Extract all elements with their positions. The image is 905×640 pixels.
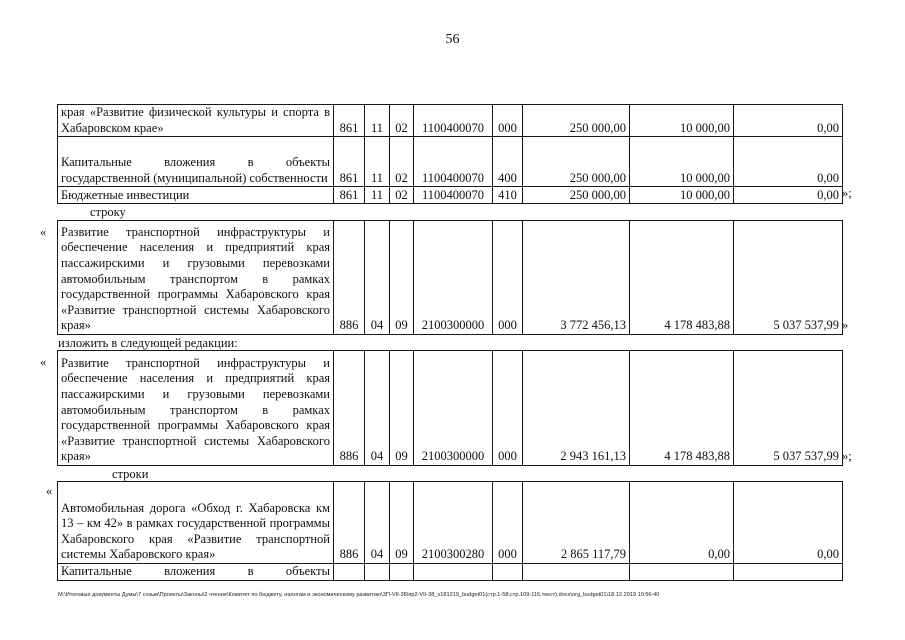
- closing-quote: »;: [842, 449, 852, 463]
- table-row: [58, 105, 843, 137]
- cell-rz: 11: [365, 137, 390, 187]
- table-row: [58, 351, 843, 466]
- cell-year2: 4 178 483,88: [630, 351, 734, 466]
- cell-year2: [630, 564, 734, 581]
- cell-vr: 410: [493, 187, 523, 204]
- cell-year2: 4 178 483,88: [630, 221, 734, 335]
- closing-quote: »: [842, 318, 849, 332]
- cell-vr: 400: [493, 137, 523, 187]
- cell-gr: 886: [334, 221, 365, 335]
- cell-year2: 10 000,00: [630, 137, 734, 187]
- cell-rz: 11: [365, 105, 390, 137]
- cell-csr: 1100400070: [414, 187, 493, 204]
- cell-csr: 1100400070: [414, 137, 493, 187]
- cell-rz: [365, 564, 390, 581]
- cell-year3: 5 037 537,99: [734, 221, 843, 335]
- cell-pr: 09: [390, 482, 414, 564]
- instruction-text: строки: [112, 467, 149, 481]
- cell-year2: 10 000,00: [630, 187, 734, 204]
- cell-year1: 250 000,00: [523, 105, 630, 137]
- cell-gr: 886: [334, 482, 365, 564]
- cell-rz: 04: [365, 482, 390, 564]
- instruction-text: изложить в следующей редакции:: [58, 336, 238, 350]
- budget-table-1: [57, 104, 843, 204]
- cell-year1: 250 000,00: [523, 187, 630, 204]
- page-number: 56: [445, 32, 460, 47]
- cell-pr: 09: [390, 221, 414, 335]
- cell-year1: 250 000,00: [523, 137, 630, 187]
- cell-year3: 0,00: [734, 482, 843, 564]
- opening-quote: «: [46, 484, 53, 498]
- cell-gr: 861: [334, 137, 365, 187]
- row-name: Автомобильная дорога «Обход г. Хабаровска км 13 – км 42» в рамках государственной программы Хабаровского края «Развитие транспортной системы Хабаровского края»: [58, 482, 334, 564]
- cell-csr: 2100300280: [414, 482, 493, 564]
- opening-quote: «: [40, 225, 47, 239]
- cell-year3: 0,00: [734, 105, 843, 137]
- cell-year1: 2 943 161,13: [523, 351, 630, 466]
- cell-gr: 886: [334, 351, 365, 466]
- cell-pr: 09: [390, 351, 414, 466]
- row-name: Бюджетные инвестиции: [58, 187, 334, 204]
- cell-year1: 3 772 456,13: [523, 221, 630, 335]
- row-name: Капитальные вложения в объекты: [58, 564, 334, 581]
- cell-pr: 02: [390, 187, 414, 204]
- row-name: Капитальные вложения в объекты государственной (муниципальной) собственности: [58, 137, 334, 187]
- cell-year1: 2 865 117,79: [523, 482, 630, 564]
- cell-rz: 04: [365, 351, 390, 466]
- table-row: [58, 221, 843, 335]
- cell-vr: 000: [493, 351, 523, 466]
- cell-year1: [523, 564, 630, 581]
- cell-vr: 000: [493, 105, 523, 137]
- table-row: [58, 137, 843, 187]
- opening-quote: «: [40, 355, 47, 369]
- closing-quote: »;: [842, 186, 852, 200]
- cell-year3: 5 037 537,99: [734, 351, 843, 466]
- cell-csr: [414, 564, 493, 581]
- file-path-footer: M:\Итоговые документы Думы\7 созыв\Проекты\Законы\2 чтение\Комитет по бюджету, налогам и экономическому развитию\ЗП-VII-38\пр2-VII-38_v181219_budget01(стр.1-58,стр.109-116,текст).docx\org_budget01\18.12.2019 10:56:40: [58, 592, 660, 598]
- cell-pr: [390, 564, 414, 581]
- cell-gr: [334, 564, 365, 581]
- row-name: края «Развитие физической культуры и спорта в Хабаровском крае»: [58, 105, 334, 137]
- cell-gr: 861: [334, 105, 365, 137]
- cell-pr: 02: [390, 137, 414, 187]
- table-row: [58, 482, 843, 564]
- budget-table-4: [57, 481, 843, 581]
- budget-table-3: [57, 350, 843, 466]
- cell-year3: 0,00: [734, 137, 843, 187]
- cell-vr: 000: [493, 482, 523, 564]
- cell-vr: 000: [493, 221, 523, 335]
- table-row: [58, 187, 843, 204]
- cell-csr: 2100300000: [414, 221, 493, 335]
- cell-year2: 10 000,00: [630, 105, 734, 137]
- row-name: Развитие транспортной инфраструктуры и обеспечение населения и предприятий края пассажирскими и грузовыми перевозками автомобильным транспортом в рамках государственной программы Хабаровского края «Развитие транспортной системы Хабаровского края»: [58, 351, 334, 466]
- cell-gr: 861: [334, 187, 365, 204]
- cell-year2: 0,00: [630, 482, 734, 564]
- row-name: Развитие транспортной инфраструктуры и обеспечение населения и предприятий края пассажирскими и грузовыми перевозками автомобильным транспортом в рамках государственной программы Хабаровского края «Развитие транспортной системы Хабаровского края»: [58, 221, 334, 335]
- cell-rz: 11: [365, 187, 390, 204]
- cell-rz: 04: [365, 221, 390, 335]
- table-row: [58, 564, 843, 581]
- cell-csr: 2100300000: [414, 351, 493, 466]
- instruction-text: строку: [90, 205, 126, 219]
- cell-year3: [734, 564, 843, 581]
- cell-vr: [493, 564, 523, 581]
- cell-pr: 02: [390, 105, 414, 137]
- cell-year3: 0,00: [734, 187, 843, 204]
- budget-table-2: [57, 220, 843, 335]
- cell-csr: 1100400070: [414, 105, 493, 137]
